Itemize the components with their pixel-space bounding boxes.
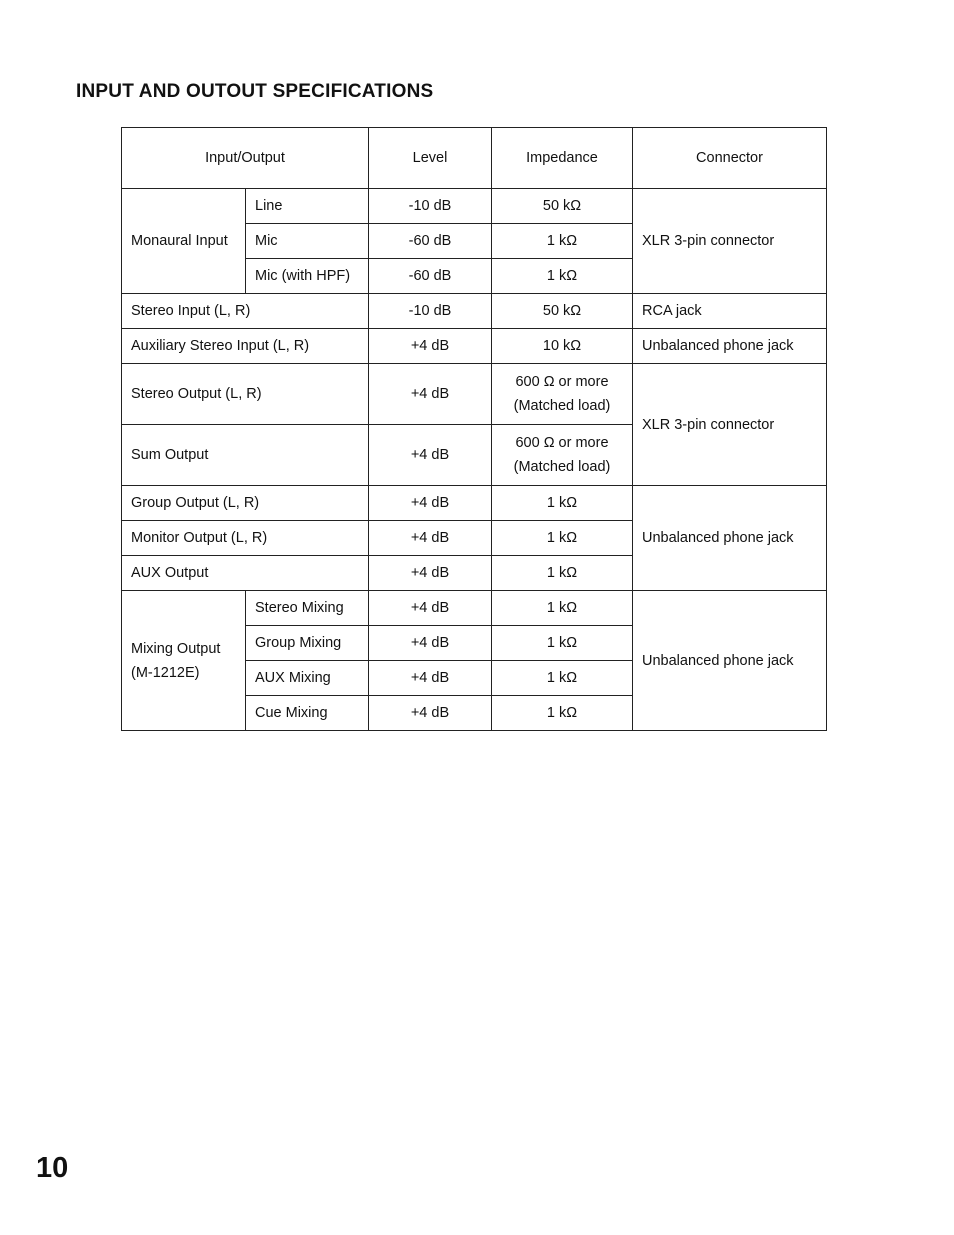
- mixing-connector: Unbalanced phone jack: [633, 591, 827, 731]
- row-sub-label: AUX Mixing: [246, 661, 369, 696]
- row-impedance: [492, 364, 633, 425]
- row-level: -10 dB: [369, 189, 492, 224]
- row-impedance: 1 kΩ: [492, 556, 633, 591]
- table-row: [122, 189, 827, 224]
- page-title: INPUT AND OUTOUT SPECIFICATIONS: [76, 81, 434, 102]
- row-label: Group Output (L, R): [122, 486, 369, 521]
- row-impedance: 50 kΩ: [492, 294, 633, 329]
- row-level: +4 dB: [369, 626, 492, 661]
- mixing-output-label: [122, 591, 246, 731]
- outputs-xlr-connector: XLR 3-pin connector: [633, 364, 827, 486]
- table-row: [122, 591, 827, 626]
- row-impedance: 1 kΩ: [492, 259, 633, 294]
- row-level: +4 dB: [369, 486, 492, 521]
- row-impedance: 1 kΩ: [492, 661, 633, 696]
- row-impedance: 1 kΩ: [492, 521, 633, 556]
- row-level: +4 dB: [369, 364, 492, 425]
- row-label: Sum Output: [122, 425, 369, 486]
- row-level: -10 dB: [369, 294, 492, 329]
- row-level: -60 dB: [369, 224, 492, 259]
- row-level: +4 dB: [369, 591, 492, 626]
- row-level: +4 dB: [369, 425, 492, 486]
- row-impedance: 1 kΩ: [492, 486, 633, 521]
- specifications-table: [121, 127, 827, 731]
- mixing-output-title: Mixing Output: [131, 640, 221, 657]
- row-impedance: 10 kΩ: [492, 329, 633, 364]
- row-impedance: 1 kΩ: [492, 696, 633, 731]
- row-level: +4 dB: [369, 556, 492, 591]
- impedance-value: 600 Ω or more: [515, 435, 609, 451]
- row-level: +4 dB: [369, 661, 492, 696]
- row-sub-label: Line: [246, 189, 369, 224]
- outputs-phone-connector: Unbalanced phone jack: [633, 486, 827, 591]
- impedance-note: (Matched load): [513, 459, 611, 475]
- row-level: +4 dB: [369, 521, 492, 556]
- table-row: [122, 364, 827, 425]
- table-row: [122, 486, 827, 521]
- monaural-connector: XLR 3-pin connector: [633, 189, 827, 294]
- row-level: +4 dB: [369, 696, 492, 731]
- header-impedance: Impedance: [492, 128, 633, 189]
- monaural-input-label: Monaural Input: [122, 189, 246, 294]
- row-impedance: [492, 425, 633, 486]
- row-sub-label: Mic: [246, 224, 369, 259]
- header-level: Level: [369, 128, 492, 189]
- impedance-value: 600 Ω or more: [515, 374, 609, 390]
- row-connector: RCA jack: [633, 294, 827, 329]
- row-label: AUX Output: [122, 556, 369, 591]
- header-connector: Connector: [633, 128, 827, 189]
- row-sub-label: Cue Mixing: [246, 696, 369, 731]
- row-impedance: 1 kΩ: [492, 626, 633, 661]
- row-impedance: 50 kΩ: [492, 189, 633, 224]
- mixing-output-model: (M-1212E): [131, 664, 200, 681]
- row-level: -60 dB: [369, 259, 492, 294]
- table-row: [122, 294, 827, 329]
- row-impedance: 1 kΩ: [492, 591, 633, 626]
- row-label: Auxiliary Stereo Input (L, R): [122, 329, 369, 364]
- row-sub-label: Group Mixing: [246, 626, 369, 661]
- row-impedance: 1 kΩ: [492, 224, 633, 259]
- row-level: +4 dB: [369, 329, 492, 364]
- row-sub-label: Stereo Mixing: [246, 591, 369, 626]
- header-input-output: Input/Output: [122, 128, 369, 189]
- row-connector: Unbalanced phone jack: [633, 329, 827, 364]
- row-label: Stereo Output (L, R): [122, 364, 369, 425]
- table-header-row: [122, 128, 827, 189]
- row-sub-label: Mic (with HPF): [246, 259, 369, 294]
- row-label: Stereo Input (L, R): [122, 294, 369, 329]
- table-row: [122, 329, 827, 364]
- row-label: Monitor Output (L, R): [122, 521, 369, 556]
- impedance-note: (Matched load): [513, 398, 611, 414]
- page-number: 10: [36, 1152, 69, 1184]
